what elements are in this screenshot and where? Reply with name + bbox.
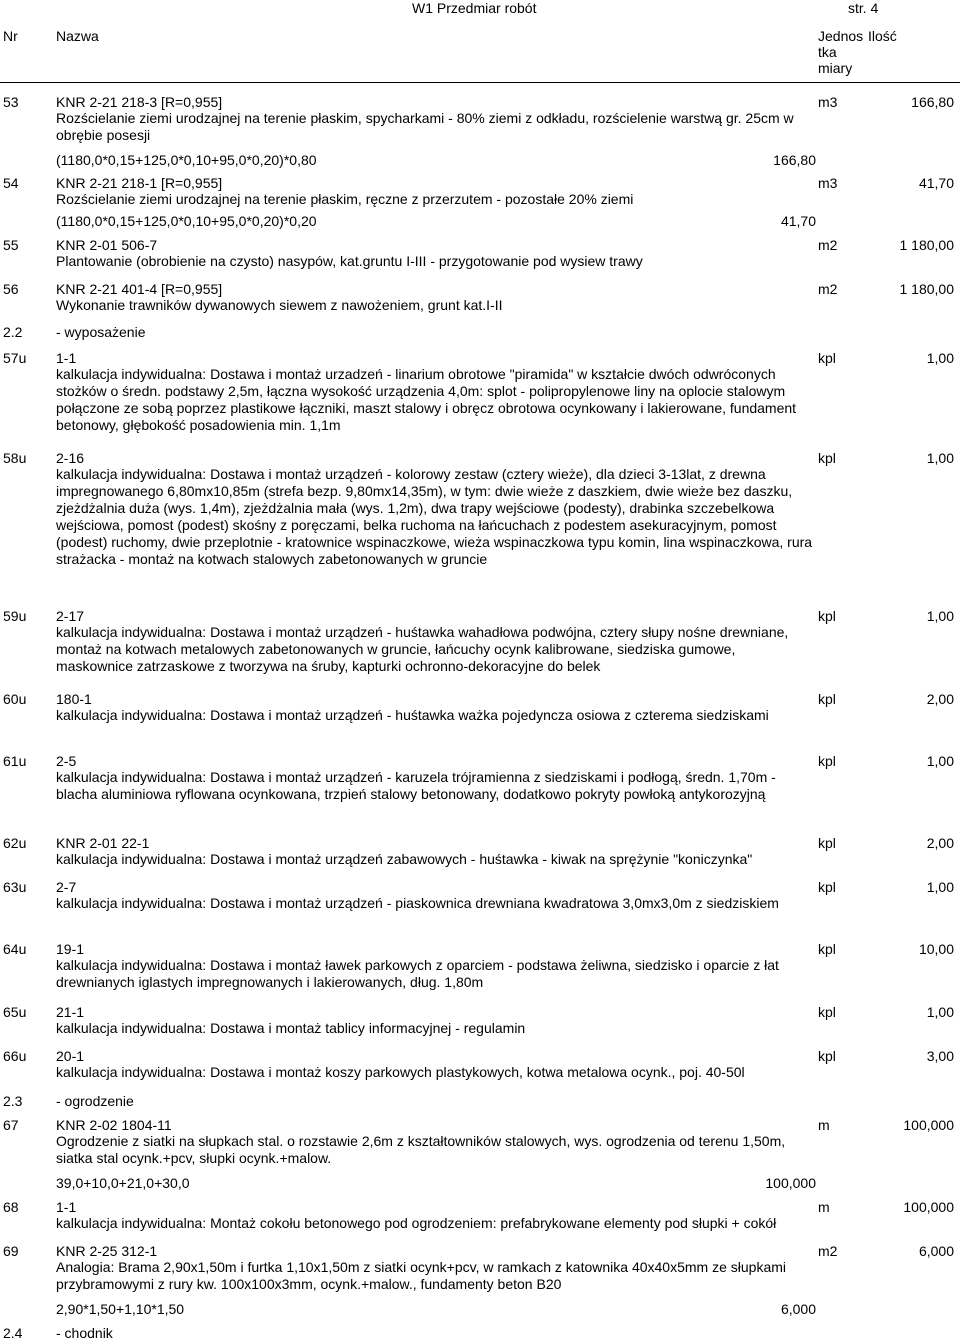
row-unit: m — [818, 1117, 830, 1133]
row-number: 59u — [3, 608, 27, 624]
row-unit: m3 — [818, 94, 838, 110]
row-formula: (1180,0*0,15+125,0*0,10+95,0*0,20)*0,20 — [56, 213, 317, 229]
row-quantity: 1,00 — [926, 753, 954, 769]
row-quantity: 1,00 — [926, 350, 954, 366]
row-description: kalkulacja indywidualna: Dostawa i montaż urządzeń - karuzela trójramienna z siedziskami i podłogą, średn. 1,70m - blacha aluminiowa ryflowana ocynkowana, trzpień stalowy betonowany, dodatkowo pokryty powłoką antykorozyjną — [56, 769, 776, 802]
row-number: 69 — [3, 1243, 19, 1259]
row-code: KNR 2-25 312-1 — [56, 1243, 158, 1259]
row-unit: kpl — [818, 835, 836, 851]
row-number: 63u — [3, 879, 27, 895]
row-unit: kpl — [818, 1004, 836, 1020]
row-description: Plantowanie (obrobienie na czysto) nasypów, kat.gruntu I-III - przygotowanie pod wysiew trawy — [56, 253, 643, 269]
row-number: 58u — [3, 450, 27, 466]
row-unit: m2 — [818, 1243, 838, 1259]
row-code: KNR 2-01 22-1 — [56, 835, 150, 851]
row-unit: kpl — [818, 1048, 836, 1064]
row-unit: m3 — [818, 175, 838, 191]
row-description: kalkulacja indywidualna: Dostawa i montaż tablicy informacyjnej - regulamin — [56, 1020, 526, 1036]
row-quantity: 1 180,00 — [899, 237, 954, 253]
row-description: Rozścielanie ziemi urodzajnej na terenie płaskim, spycharkami - 80% ziemi z odkładu, rozścielenie warstwą gr. 25cm w obrębie posesji — [56, 110, 794, 143]
row-code: 1-1 — [56, 1199, 77, 1215]
row-unit: m2 — [818, 237, 838, 253]
row-description: kalkulacja indywidualna: Dostawa i montaż urządzeń - piaskownica drewniana kwadratowa 3,0mx3,0m z siedziskiem — [56, 895, 779, 911]
row-formula: (1180,0*0,15+125,0*0,10+95,0*0,20)*0,80 — [56, 152, 317, 168]
row-number: 54 — [3, 175, 19, 191]
section-number: 2.4 — [3, 1325, 23, 1341]
row-quantity: 1,00 — [926, 1004, 954, 1020]
section-number: 2.3 — [3, 1093, 23, 1109]
row-formula-value: 100,000 — [765, 1175, 816, 1191]
row-quantity: 2,00 — [926, 835, 954, 851]
row-code: 1-1 — [56, 350, 77, 366]
row-unit: kpl — [818, 608, 836, 624]
row-code: 180-1 — [56, 691, 92, 707]
row-number: 53 — [3, 94, 19, 110]
column-unit-3: miary — [818, 60, 853, 76]
section-number: 2.2 — [3, 324, 23, 340]
section-label: - chodnik — [56, 1325, 113, 1341]
row-formula-value: 41,70 — [780, 213, 816, 229]
column-unit-2: tka — [818, 44, 837, 60]
row-description: kalkulacja indywidualna: Dostawa i montaż koszy parkowych plastykowych, kotwa metalowa ocynk., poj. 40-50l — [56, 1064, 745, 1080]
row-unit: kpl — [818, 450, 836, 466]
row-quantity: 100,000 — [903, 1199, 954, 1215]
row-code: KNR 2-21 401-4 [R=0,955] — [56, 281, 223, 297]
row-description: kalkulacja indywidualna: Montaż cokołu betonowego pod ogrodzeniem: prefabrykowane elementy pod słupki + cokół — [56, 1215, 777, 1231]
row-unit: kpl — [818, 879, 836, 895]
column-name: Nazwa — [56, 28, 99, 44]
row-number: 66u — [3, 1048, 27, 1064]
row-quantity: 6,000 — [918, 1243, 954, 1259]
row-description: kalkulacja indywidualna: Dostawa i montaż urządzeń - kolorowy zestaw (cztery wieże), dla dzieci 3-13lat, z drewna impregnowanego 6,80mx10,85m (strefa bezp. 9,80mx14,35m), w tym: dwie wieże z daszkiem, dwie wieże bez daszku, zjeżdżalnia duża (wys. 1,4m), zjeżdżalnia mała (wys. 1,2m), dwa trapy wejściowe (podesty), drabinka szczebelkowa wejściowa, pomost (podest) skośny z poręczami, belka ruchoma na łańcuchach z podestem asekuracyjnym, pomost (podest) ruchomy, dwie przeplotnie - kratownice wspinaczkowe, wieża wspinaczkowa typu komin, lina wspinaczkowa, rura strażacka - montaż na kotwach stalowych zabetonowanych w gruncie — [56, 466, 813, 567]
section-label: - wyposażenie — [56, 324, 146, 340]
row-formula-value: 166,80 — [773, 152, 816, 168]
column-nr: Nr — [3, 28, 18, 44]
column-unit-1: Jednos — [818, 28, 864, 44]
row-description: kalkulacja indywidualna: Dostawa i montaż ławek parkowych z oparciem - podstawa żeliwna, siedzisko i oparcie z łat drewnianych iglastych impregnowanych i lakierowanych, dług. 1,80m — [56, 957, 779, 990]
row-number: 64u — [3, 941, 27, 957]
row-formula-value: 6,000 — [780, 1301, 816, 1317]
row-formula: 2,90*1,50+1,10*1,50 — [56, 1301, 185, 1317]
row-unit: kpl — [818, 350, 836, 366]
document-title: W1 Przedmiar robót — [412, 0, 537, 16]
row-code: KNR 2-01 506-7 — [56, 237, 158, 253]
row-number: 65u — [3, 1004, 27, 1020]
row-unit: m2 — [818, 281, 838, 297]
row-quantity: 41,70 — [918, 175, 954, 191]
section-label: - ogrodzenie — [56, 1093, 134, 1109]
row-code: KNR 2-21 218-1 [R=0,955] — [56, 175, 223, 191]
row-number: 62u — [3, 835, 27, 851]
row-number: 60u — [3, 691, 27, 707]
row-quantity: 166,80 — [911, 94, 954, 110]
row-number: 56 — [3, 281, 19, 297]
row-quantity: 2,00 — [926, 691, 954, 707]
row-number: 61u — [3, 753, 27, 769]
row-code: 2-5 — [56, 753, 77, 769]
row-code: KNR 2-02 1804-11 — [56, 1117, 172, 1133]
row-quantity: 1 180,00 — [899, 281, 954, 297]
row-description: kalkulacja indywidualna: Dostawa i montaż urządzeń zabawowych - huśtawka - kiwak na sprężynie "koniczynka" — [56, 851, 753, 867]
row-quantity: 1,00 — [926, 450, 954, 466]
row-quantity: 1,00 — [926, 608, 954, 624]
row-description: Wykonanie trawników dywanowych siewem z nawożeniem, grunt kat.I-II — [56, 297, 503, 313]
row-quantity: 3,00 — [926, 1048, 954, 1064]
row-unit: m — [818, 1199, 830, 1215]
row-quantity: 100,000 — [903, 1117, 954, 1133]
header-divider — [0, 82, 960, 83]
row-unit: kpl — [818, 691, 836, 707]
row-description: Ogrodzenie z siatki na słupkach stal. o rozstawie 2,6m z kształtowników stalowych, wys. ogrodzenia od terenu 1,50m, siatka stal ocynk.+pcv, słupki ocynk.+malow. — [56, 1133, 786, 1166]
row-number: 55 — [3, 237, 19, 253]
row-quantity: 1,00 — [926, 879, 954, 895]
column-qty: Ilość — [868, 28, 897, 44]
row-unit: kpl — [818, 941, 836, 957]
row-description: Analogia: Brama 2,90x1,50m i furtka 1,10x1,50m z siatki ocynk+pcv, w ramkach z katownika 40x40x5mm ze słupkami przybramowymi z rury kw. 100x100x3mm, ocynk.+malow., fundamenty beton B20 — [56, 1259, 787, 1292]
row-code: 2-7 — [56, 879, 77, 895]
row-code: 21-1 — [56, 1004, 85, 1020]
row-description: kalkulacja indywidualna: Dostawa i montaż urządzeń - huśtawka wahadłowa podwójna, cztery słupy nośne drewniane, montaż na kotwach metalowych zabetonowanych w gruncie, łańcuchy ocynk kalibrowane, siedziska gumowe, maskownice zatrzaskowe z tworzywa na śruby, kapturki ochronno-dekoracyjne do belek — [56, 624, 789, 674]
row-description: Rozścielanie ziemi urodzajnej na terenie płaskim, ręczne z przerzutem - pozostałe 20% ziemi — [56, 191, 634, 207]
row-unit: kpl — [818, 753, 836, 769]
row-quantity: 10,00 — [918, 941, 954, 957]
page-number: str. 4 — [848, 0, 879, 16]
row-formula: 39,0+10,0+21,0+30,0 — [56, 1175, 190, 1191]
row-code: 2-16 — [56, 450, 85, 466]
row-code: 2-17 — [56, 608, 85, 624]
row-description: kalkulacja indywidualna: Dostawa i montaż urzadzeń - linarium obrotowe "piramida" w kształcie dwóch odwróconych stożków o średn. podstawy 2,5m, łączna wysokość urządzenia 4,0m: splot - polipropylenowe liny na oplocie stalowym połączone ze sobą poprzez plastikowe łączniki, maszt stalowy i obręcz obrotowa ocynkowany i lakierowane, fundament betonowy, głębokość posadowienia min. 1,1m — [56, 366, 797, 433]
row-code: 20-1 — [56, 1048, 85, 1064]
row-number: 57u — [3, 350, 27, 366]
row-number: 67 — [3, 1117, 19, 1133]
row-code: 19-1 — [56, 941, 85, 957]
row-description: kalkulacja indywidualna: Dostawa i montaż urządzeń - huśtawka ważka pojedyncza osiowa z czterema siedziskami — [56, 707, 769, 723]
row-number: 68 — [3, 1199, 19, 1215]
row-code: KNR 2-21 218-3 [R=0,955] — [56, 94, 223, 110]
